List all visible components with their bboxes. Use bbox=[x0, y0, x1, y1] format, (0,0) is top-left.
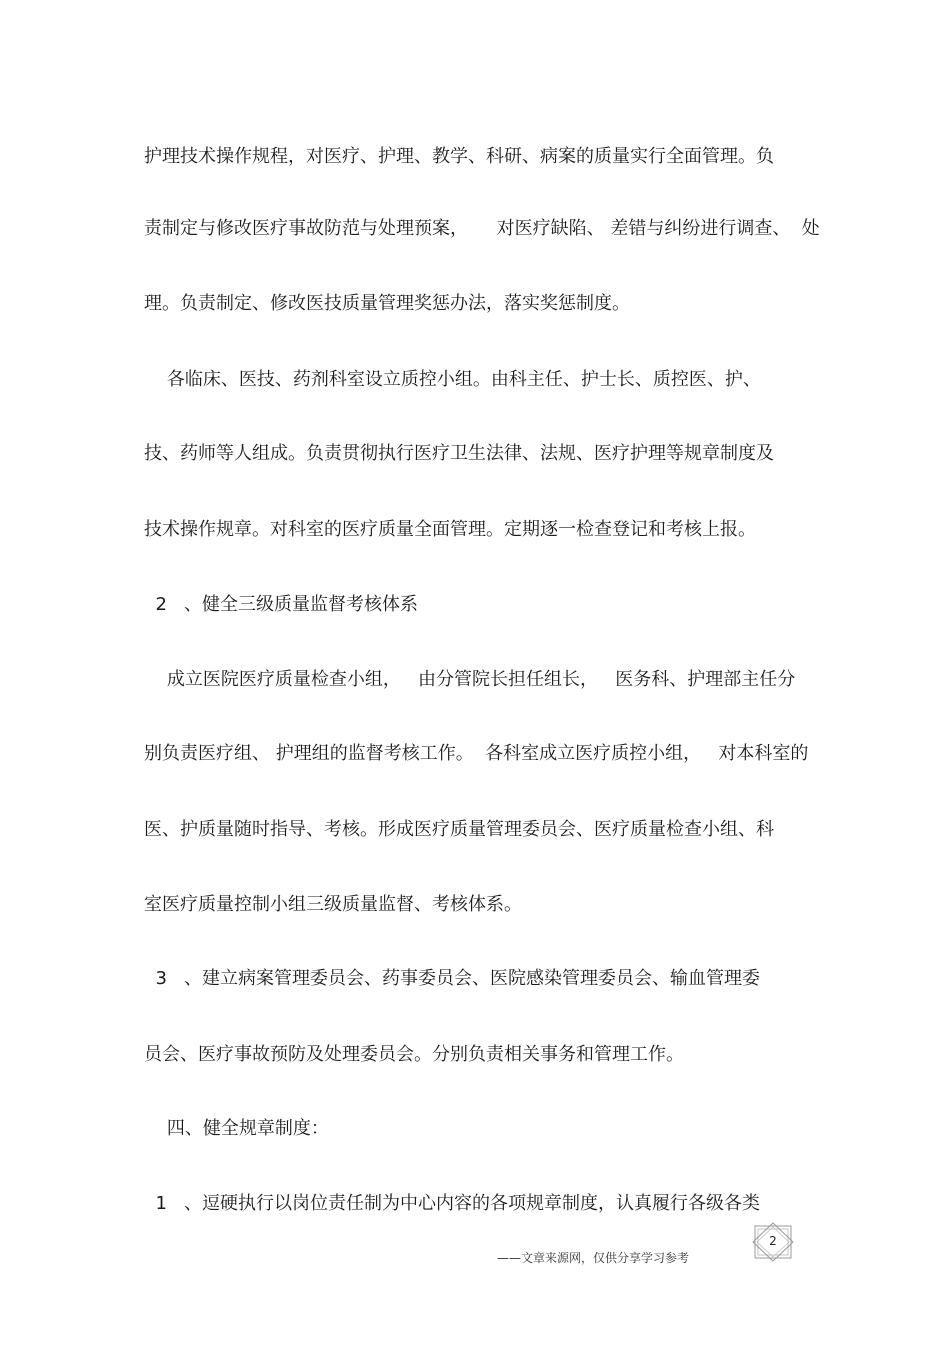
page-number-badge bbox=[748, 1222, 798, 1262]
text-line: 成立医院医疗质量检查小组， 由分管院长担任组长， 医务科、护理部主任分 bbox=[144, 669, 796, 690]
text-line: 医、护质量随时指导、考核。形成医疗质量管理委员会、医疗质量检查小组、科 bbox=[144, 819, 774, 840]
text-line: 别负责医疗组、 护理组的监督考核工作。 各科室成立医疗质控小组， 对本科室的 bbox=[144, 743, 809, 764]
section-heading: 2 、健全三级质量监督考核体系 bbox=[144, 594, 419, 615]
page-number: 2 bbox=[769, 1234, 777, 1248]
footer-note: ——文章来源网，仅供分享学习参考 bbox=[497, 1251, 690, 1265]
section-heading: 四、健全规章制度： bbox=[144, 1118, 329, 1139]
text-line: 员会、医疗事故预防及处理委员会。分别负责相关事务和管理工作。 bbox=[144, 1044, 684, 1065]
text-line: 技、药师等人组成。负责贯彻执行医疗卫生法律、法规、医疗护理等规章制度及 bbox=[144, 443, 774, 464]
text-line: 各临床、医技、药剂科室设立质控小组。由科主任、护士长、质控医、护、 bbox=[144, 369, 761, 390]
text-line: 责制定与修改医疗事故防范与处理预案， 对医疗缺陷、 差错与纠纷进行调查、 处 bbox=[144, 218, 820, 239]
text-line: 技术操作规章。对科室的医疗质量全面管理。定期逐一检查登记和考核上报。 bbox=[144, 519, 756, 540]
text-line: 护理技术操作规程，对医疗、护理、教学、科研、病案的质量实行全面管理。负 bbox=[144, 146, 774, 167]
text-line: 1 、逗硬执行以岗位责任制为中心内容的各项规章制度，认真履行各级各类 bbox=[144, 1193, 761, 1214]
text-line: 室医疗质量控制小组三级质量监督、考核体系。 bbox=[144, 894, 522, 915]
text-line: 3 、建立病案管理委员会、药事委员会、医院感染管理委员会、输血管理委 bbox=[144, 968, 761, 989]
text-line: 理。负责制定、修改医技质量管理奖惩办法，落实奖惩制度。 bbox=[144, 293, 630, 314]
